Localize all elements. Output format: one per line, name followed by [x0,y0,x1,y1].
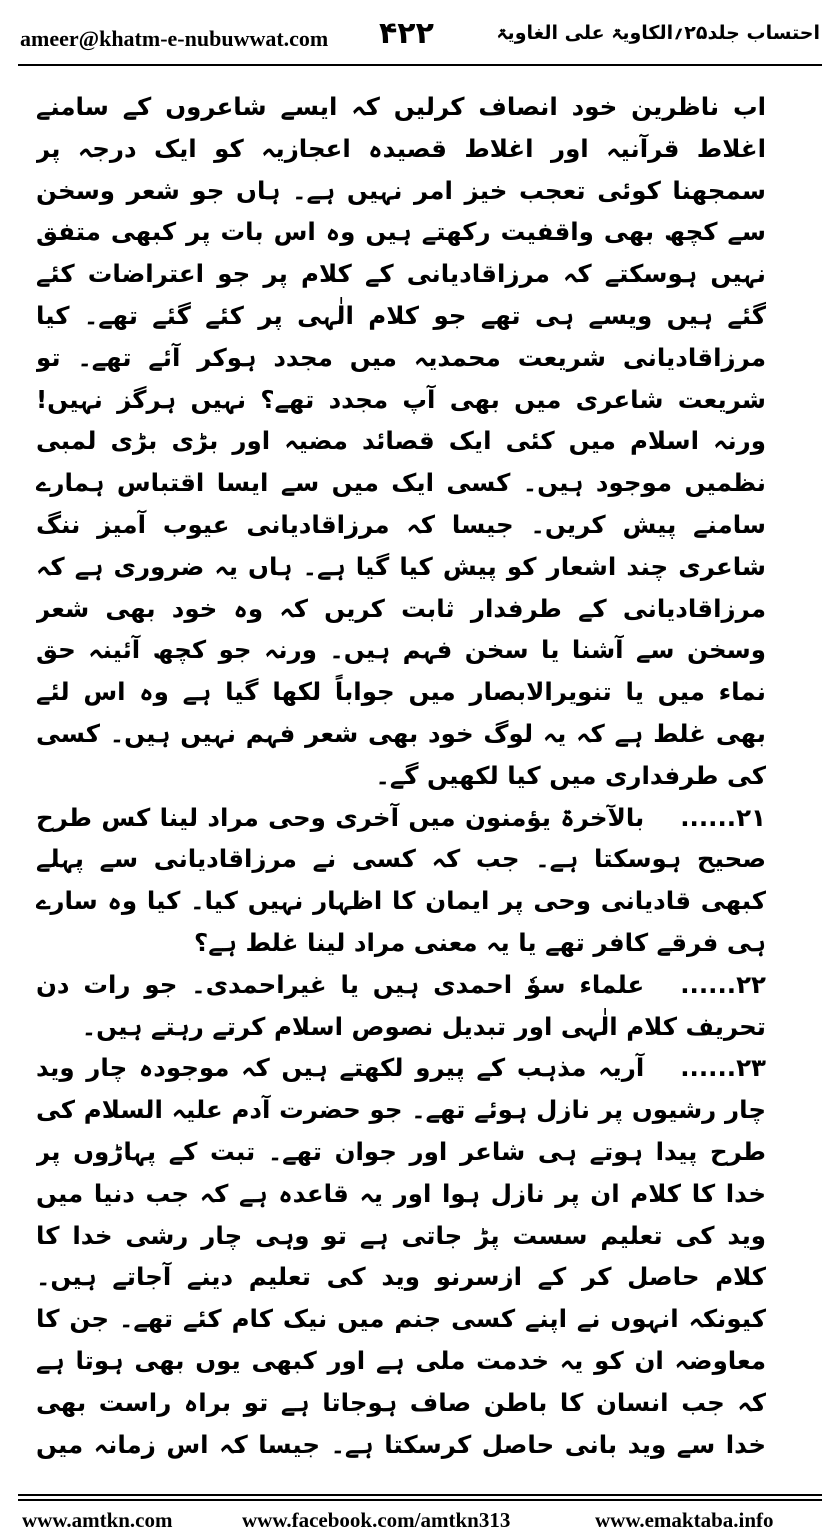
item-21-text: بالآخرۃ یؤمنون میں آخری وحی مراد لینا کس طرح صحیح ہوسکتا ہے۔ جب کہ کسی نے مرزاقادیانی سے پہلے کبھی قادیانی وحی پر ایمان کا اظہار نہیں کیا۔ کیا وہ سارے ہی فرقے کافر تھے یا یہ معنی مراد لینا غلط ہے؟ [36,802,766,957]
footer-link-emaktaba[interactable]: www.emaktaba.info [595,1508,774,1532]
item-21-number: ۲۱...... [680,802,766,832]
item-22 [36,964,820,1048]
footer-link-amtkn[interactable]: www.amtkn.com [22,1508,173,1532]
item-22-text: علماء سوٗ احمدی ہیں یا غیراحمدی۔ جو رات دن تحریف کلام الٰہی اور تبدیل نصوص اسلام کرتے رہتے ہیں۔ [36,969,766,1041]
item-22-number: ۲۲...... [680,969,766,999]
footer-link-facebook[interactable]: www.facebook.com/amtkn313 [242,1508,511,1532]
item-23 [36,1047,820,1466]
footer-divider-bottom [18,1499,822,1501]
item-23-text: آریہ مذہب کے پیرو لکھتے ہیں کہ موجودہ چار وید چار رشیوں پر نازل ہوئے تھے۔ جو حضرت آدم علیہ السلام کی طرح پیدا ہوتے ہی شاعر اور جوان تھے۔ تبت کے پہاڑوں پر خدا کا کلام ان پر نازل ہوا اور یہ قاعدہ ہے کہ جب دنیا میں وید کی تعلیم سست پڑ جاتی ہے تو وہی چار رشی خدا کا کلام حاصل کر کے ازسرنو وید کی تعلیم دینے آجاتے ہیں۔ کیونکہ انہوں نے اپنے کسی جنم میں نیک کام کئے تھے۔ جن کا معاوضہ ان کو یہ خدمت ملی ہے اور کبھی یوں بھی ہوتا ہے کہ جب انسان کا باطن صاف ہوجاتا ہے تو براہ راست بھی خدا سے وید بانی حاصل کرسکتا ہے۔ جیسا کہ اس زمانہ میں [36,1053,766,1459]
page-number: ۴۲۲ [379,16,434,51]
paragraph-intro: اب ناظرین خود انصاف کرلیں کہ ایسے شاعروں کے سامنے اغلاط قرآنیہ اور اغلاط قصیدہ اعجازیہ کو ایک درجہ پر سمجھنا کوئی تعجب خیز امر نہیں ہے۔ ہاں جو شعر وسخن سے کچھ بھی واقفیت رکھتے ہیں وہ اس بات پر کبھی متفق نہیں ہوسکتے کہ مرزاقادیانی کے کلام پر جو اعتراضات کئے گئے ہیں ویسے ہی تھے جو کلام الٰہی پر کئے گئے تھے۔ کیا مرزاقادیانی شریعت محمدیہ میں مجدد ہوکر آئے تھے۔ تو شریعت شاعری میں بھی آپ مجدد تھے؟ نہیں ہرگز نہیں! ورنہ اسلام میں کئی ایک قصائد مضیہ اور بڑی بڑی لمبی نظمیں موجود ہیں۔ کسی ایک میں سے ایسا اقتباس ہمارے سامنے پیش کریں۔ جیسا کہ مرزاقادیانی عیوب آمیز ننگ شاعری چند اشعار کو پیش کیا گیا ہے۔ ہاں یہ ضروری ہے کہ مرزاقادیانی کے طرفدار ثابت کریں کہ وہ خود بھی شعر وسخن سے آشنا یا سخن فہم ہیں۔ ورنہ جو کچھ آئینہ حق نماء میں یا تنویرالابصار میں جواباً لکھا گیا ہے وہ اس لئے بھی غلط ہے کہ یہ لوگ خود بھی شعر فہم نہیں ہیں۔ کسی کی طرفداری میں کیا لکھیں گے۔ [36,92,766,790]
page-footer [0,1506,840,1540]
footer-divider-top [18,1494,822,1496]
page-header [14,14,826,58]
item-23-number: ۲۳...... [680,1053,766,1083]
header-email: ameer@khatm-e-nubuwwat.com [20,26,329,51]
item-21 [36,797,820,964]
header-divider [18,64,822,66]
book-title: احتساب جلد۲۵؍الکاویۃ علی الغاویۃ [496,22,820,44]
page-body [36,86,820,1466]
